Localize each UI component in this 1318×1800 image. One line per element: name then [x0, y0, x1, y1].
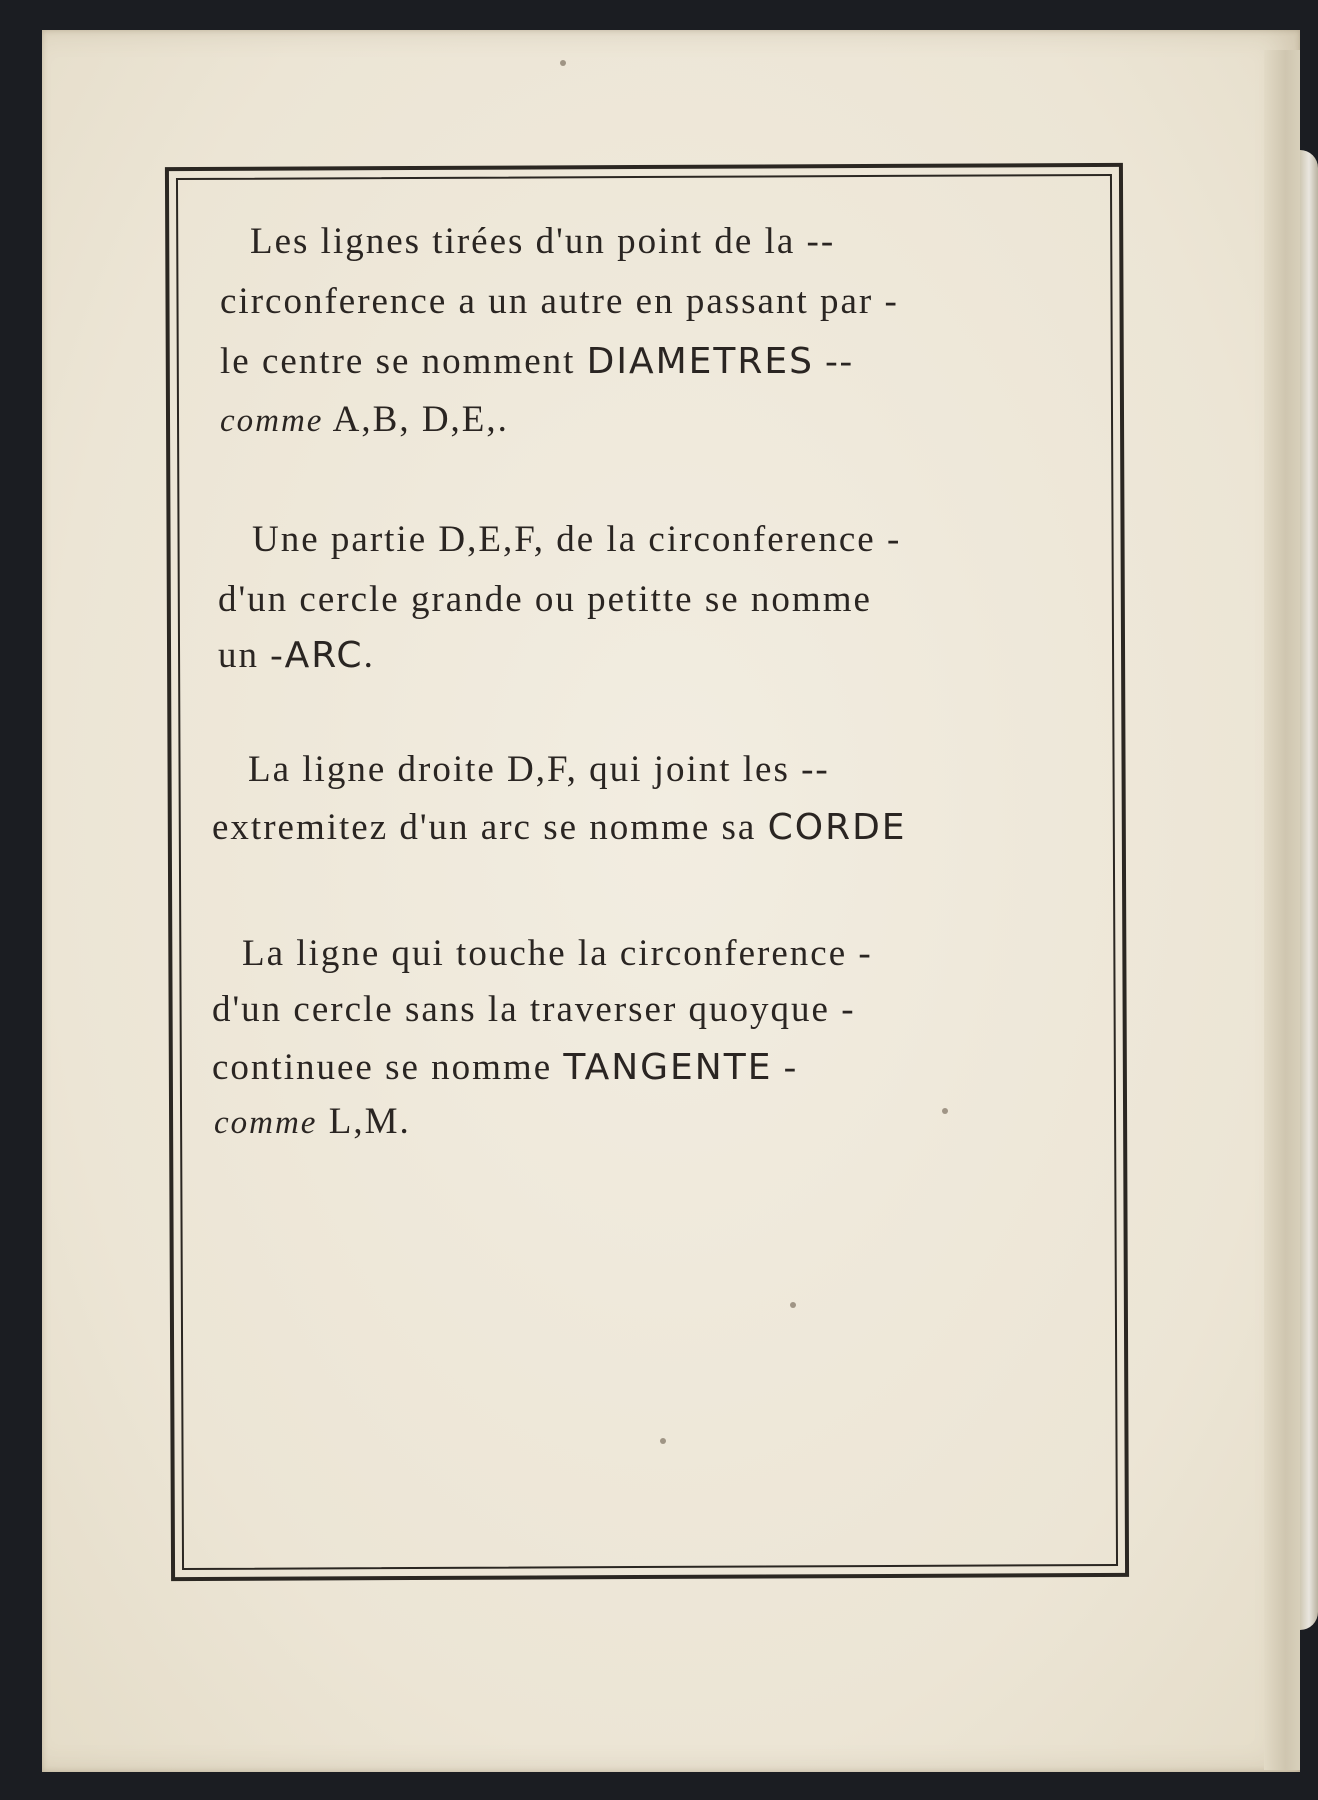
term-arc: ARC: [284, 635, 364, 676]
line-tail: --: [814, 341, 854, 382]
line-text: L,M.: [317, 1101, 411, 1142]
paragraph-3-line-1: [248, 748, 830, 791]
paper-speck: [790, 1302, 796, 1308]
inner-rule: [176, 174, 1118, 1570]
paragraph-4-line-4: [214, 1100, 411, 1143]
book-edge: [1300, 150, 1318, 1630]
paragraph-3-line-2: [212, 806, 907, 849]
line-tail: .: [363, 635, 375, 676]
term-corde: CORDE: [767, 807, 907, 848]
paper-speck: [942, 1108, 948, 1114]
paragraph-1-line-2: [220, 280, 899, 323]
line-text: d'un cercle sans la traverser quoyque -: [212, 989, 856, 1030]
paragraph-4-line-1: [242, 932, 873, 975]
line-text: Les lignes tirées d'un point de la --: [250, 221, 836, 262]
line-text: le centre se nomment: [220, 341, 587, 382]
page-gutter: [1264, 50, 1300, 1770]
comme-word: comme: [220, 403, 324, 439]
paragraph-2-line-1: [252, 518, 901, 561]
line-text: continuee se nomme: [212, 1047, 564, 1088]
paragraph-1-line-4: [220, 398, 509, 441]
line-text: La ligne droite D,F, qui joint les --: [248, 749, 830, 790]
paragraph-2-line-3: [218, 634, 375, 677]
line-tail: -: [772, 1047, 799, 1088]
line-text: extremitez d'un arc se nomme sa: [212, 807, 768, 848]
line-text: Une partie D,E,F, de la circonference -: [252, 519, 902, 560]
term-diametres: DIAMETRES: [586, 341, 815, 382]
paragraph-4-line-2: [212, 988, 856, 1031]
comme-word: comme: [214, 1105, 318, 1141]
paragraph-1-line-3: [220, 340, 854, 383]
paragraph-2-line-2: [218, 578, 872, 621]
paper-speck: [660, 1438, 666, 1444]
line-text: La ligne qui touche la circonference -: [242, 933, 873, 974]
term-tangente: TANGENTE: [563, 1047, 773, 1088]
line-text: d'un cercle grande ou petitte se nomme: [218, 579, 872, 620]
line-text: A,B, D,E,.: [323, 399, 509, 440]
line-text: un -: [218, 635, 285, 676]
line-text: circonference a un autre en passant par -: [220, 281, 899, 322]
paragraph-4-line-3: [212, 1046, 798, 1089]
paper-speck: [560, 60, 566, 66]
paragraph-1-line-1: [250, 220, 835, 263]
